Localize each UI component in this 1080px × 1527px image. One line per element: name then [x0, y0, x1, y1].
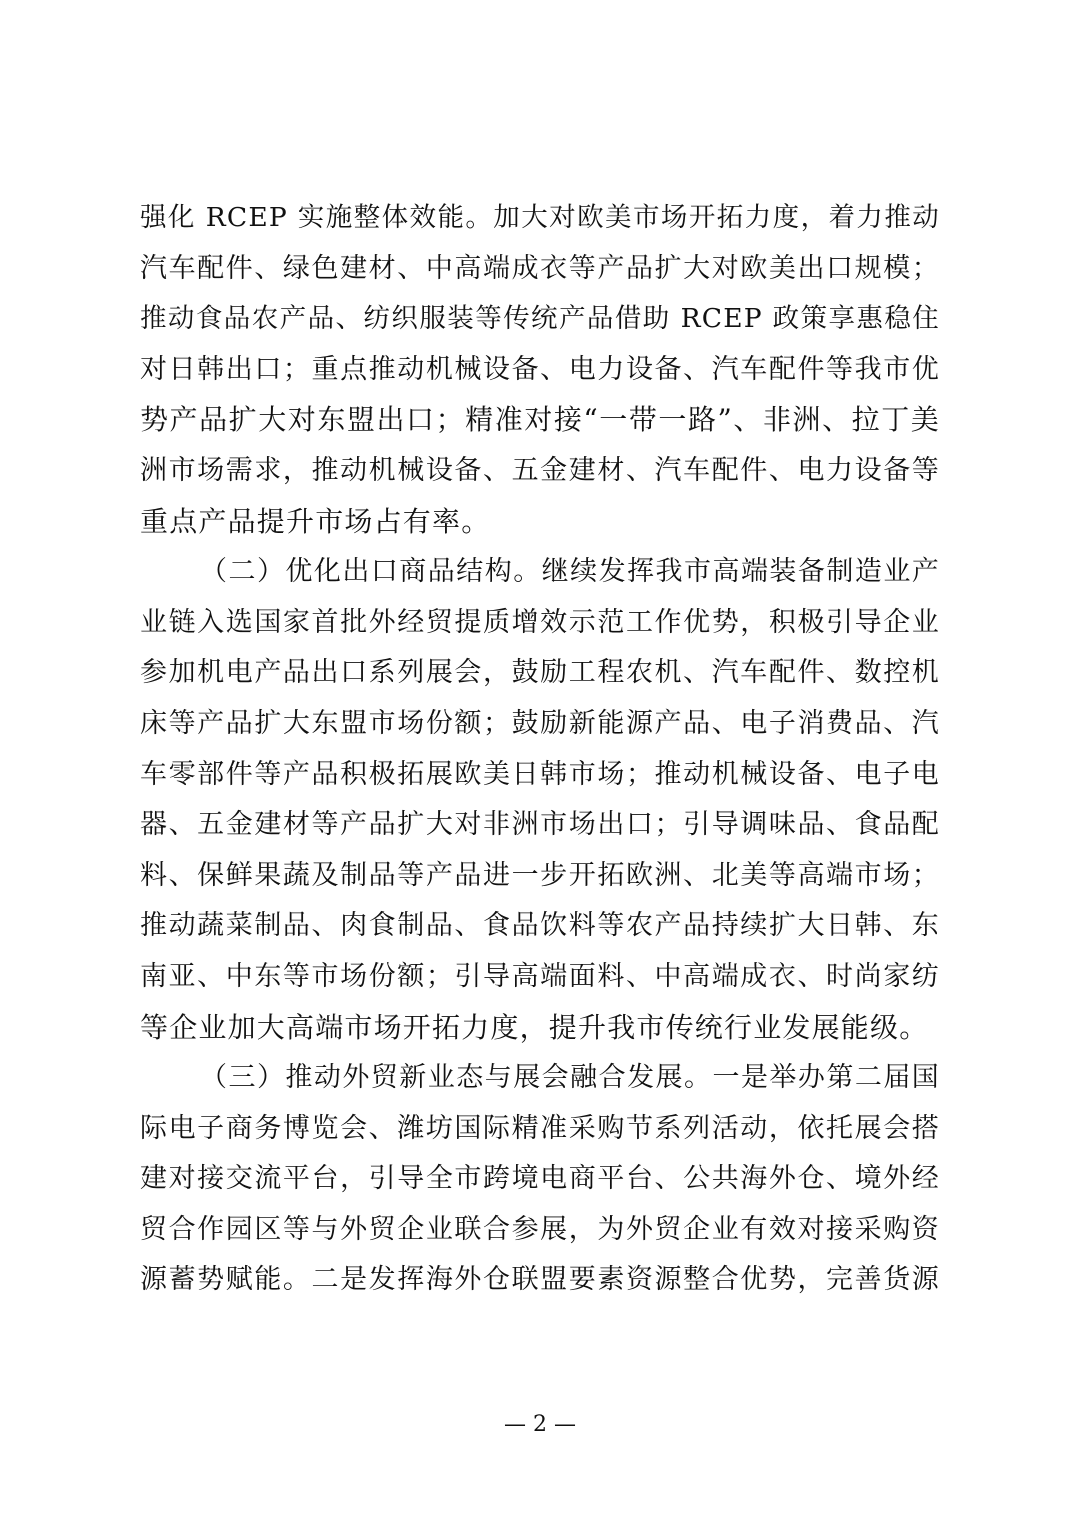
text-line: 建对接交流平台，引导全市跨境电商平台、公共海外仓、境外经 [140, 1163, 940, 1195]
text-line: （二）优化出口商品结构。继续发挥我市高端装备制造业产 [200, 556, 940, 588]
text-line: （三）推动外贸新业态与展会融合发展。一是举办第二届国 [200, 1062, 940, 1094]
text-line: 料、保鲜果蔬及制品等产品进一步开拓欧洲、北美等高端市场； [140, 859, 940, 891]
text-line: 推动食品农产品、纺织服装等传统产品借助 RCEP 政策享惠稳住 [140, 303, 940, 335]
text-line: 车零部件等产品积极拓展欧美日韩市场；推动机械设备、电子电 [140, 758, 940, 790]
text-line: 源蓄势赋能。二是发挥海外仓联盟要素资源整合优势，完善货源 [140, 1264, 940, 1296]
text-line: 汽车配件、绿色建材、中高端成衣等产品扩大对欧美出口规模； [140, 252, 940, 284]
text-line: 贸合作园区等与外贸企业联合参展，为外贸企业有效对接采购资 [140, 1213, 940, 1245]
text-line: 参加机电产品出口系列展会，鼓励工程农机、汽车配件、数控机 [140, 657, 940, 689]
text-line: 际电子商务博览会、潍坊国际精准采购节系列活动，依托展会搭 [140, 1112, 940, 1144]
text-line: 业链入选国家首批外经贸提质增效示范工作优势，积极引导企业 [140, 606, 940, 638]
text-line: 洲市场需求，推动机械设备、五金建材、汽车配件、电力设备等 [140, 454, 940, 486]
page-number: — 2 — [504, 1412, 576, 1437]
text-line: 器、五金建材等产品扩大对非洲市场出口；引导调味品、食品配 [140, 809, 940, 841]
text-line: 重点产品提升市场占有率。 [140, 504, 491, 538]
text-line: 推动蔬菜制品、肉食制品、食品饮料等农产品持续扩大日韩、东 [140, 910, 940, 942]
text-line: 对日韩出口；重点推动机械设备、电力设备、汽车配件等我市优 [140, 353, 940, 385]
text-line: 床等产品扩大东盟市场份额；鼓励新能源产品、电子消费品、汽 [140, 707, 940, 739]
text-line: 强化 RCEP 实施整体效能。加大对欧美市场开拓力度，着力推动 [140, 202, 940, 233]
text-line: 南亚、中东等市场份额；引导高端面料、中高端成衣、时尚家纺 [140, 960, 940, 992]
document-body [140, 193, 940, 1306]
text-line: 等企业加大高端市场开拓力度，提升我市传统行业发展能级。 [140, 1010, 929, 1044]
text-line: 势产品扩大对东盟出口；精准对接“一带一路”、非洲、拉丁美 [140, 403, 940, 437]
